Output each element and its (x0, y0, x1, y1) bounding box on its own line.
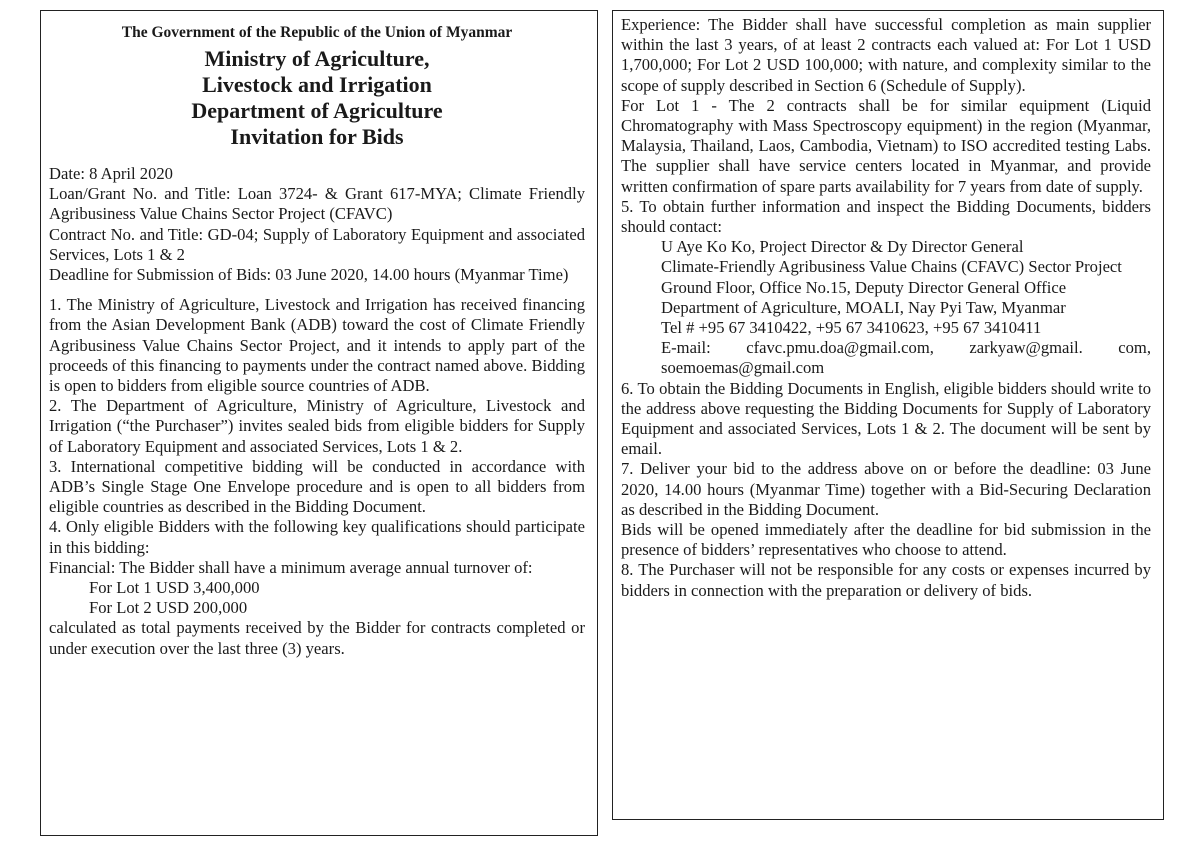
contact-name: U Aye Ko Ko, Project Director & Dy Director General (661, 237, 1024, 257)
lot1-experience-detail: For Lot 1 - The 2 contracts shall be for similar equipment (Liquid Chromatography with Mass Spectroscopy equipment) in the region (Myanmar, Malaysia, Thailand, Laos, Cambodia, Vietnam) to ISO accredited testing Labs. The supplier shall have service centers located in Myanmar, and provide written confirmation of spare parts availability for 7 years from date of supply. (621, 95, 1151, 196)
left-column (40, 10, 598, 836)
contract-title: Contract No. and Title: GD-04; Supply of Laboratory Equipment and associated Services, Lots 1 & 2 (49, 224, 585, 264)
notice-title: Invitation for Bids (230, 124, 404, 149)
submission-deadline: Deadline for Submission of Bids: 03 June 2020, 14.00 hours (Myanmar Time) (49, 265, 569, 285)
spacer (49, 150, 585, 164)
right-column (612, 10, 1164, 820)
ministry-heading-line1: Ministry of Agriculture, (204, 46, 430, 71)
clause-5: 5. To obtain further information and inspect the Bidding Documents, bidders should contact: (621, 196, 1151, 237)
government-heading: The Government of the Republic of the Union of Myanmar (121, 24, 513, 41)
spacer (49, 285, 585, 295)
clause-6: 6. To obtain the Bidding Documents in English, eligible bidders should write to the address above requesting the Bidding Documents for Supply of Laboratory Equipment and associated Services, Lots 1 & 2. The document will be sent by email. (621, 378, 1151, 459)
bid-opening: Bids will be opened immediately after the deadline for bid submission in the presence of bidders’ representatives who choose to attend. (621, 520, 1151, 560)
clause-2: 2. The Department of Agriculture, Ministry of Agriculture, Livestock and Irrigation (“the Purchaser”) invites sealed bids from eligible bidders for Supply of Laboratory Equipment and associated Services, Lots 1 & 2. (49, 396, 585, 456)
experience-requirement: Experience: The Bidder shall have successful completion as main supplier within the last 3 years, of at least 2 contracts each valued at: For Lot 1 USD 1,700,000; For Lot 2 USD 100,000; with nature, and complexity similar to the scope of supply described in Section 6 (Schedule of Supply). (621, 15, 1151, 95)
contact-project: Climate-Friendly Agribusiness Value Chains (CFAVC) Sector Project (661, 257, 1122, 277)
clause-8: 8. The Purchaser will not be responsible for any costs or expenses incurred by bidders in connection with the preparation or delivery of bids. (621, 560, 1151, 600)
ministry-heading-line2: Livestock and Irrigation (202, 72, 432, 97)
contact-email: E-mail: cfavc.pmu.doa@gmail.com, zarkyaw@gmail. com, soemoemas@gmail.com (661, 338, 1151, 378)
contact-office: Ground Floor, Office No.15, Deputy Director General Office (661, 277, 1067, 297)
loan-title: Loan/Grant No. and Title: Loan 3724- & Grant 617-MYA; Climate Friendly Agribusiness Value Chains Sector Project (CFAVC) (49, 184, 585, 224)
financial-requirement: Financial: The Bidder shall have a minimum average annual turnover of: (49, 557, 533, 577)
clause-1: 1. The Ministry of Agriculture, Livestock and Irrigation has received financing from the Asian Development Bank (ADB) toward the cost of Climate Friendly Agribusiness Value Chains Sector Project, and it intends to apply part of the proceeds of this financing to payments under the contract named above. Bidding is open to bidders from eligible source countries of ADB. (49, 295, 585, 396)
clause-4: 4. Only eligible Bidders with the following key qualifications should participate in this bidding: (49, 517, 585, 557)
turnover-calculation: calculated as total payments received by the Bidder for contracts completed or under execution over the last three (3) years. (49, 618, 585, 658)
date-line: Date: 8 April 2020 (49, 164, 173, 183)
contact-department: Department of Agriculture, MOALI, Nay Pyi Taw, Myanmar (661, 297, 1066, 317)
clause-7: 7. Deliver your bid to the address above on or before the deadline: 03 June 2020, 14.00 hours (Myanmar Time) together with a Bid-Securing Declaration as described in the Bidding Document. (621, 459, 1151, 519)
department-heading: Department of Agriculture (191, 98, 443, 123)
lot1-turnover: For Lot 1 USD 3,400,000 (89, 578, 260, 598)
contact-telephone: Tel # +95 67 3410422, +95 67 3410623, +95 67 3410411 (661, 318, 1042, 338)
clause-3: 3. International competitive bidding will be conducted in accordance with ADB’s Single Stage One Envelope procedure and is open to all bidders from eligible countries as described in the Bidding Document. (49, 456, 585, 517)
lot2-turnover: For Lot 2 USD 200,000 (89, 598, 248, 618)
